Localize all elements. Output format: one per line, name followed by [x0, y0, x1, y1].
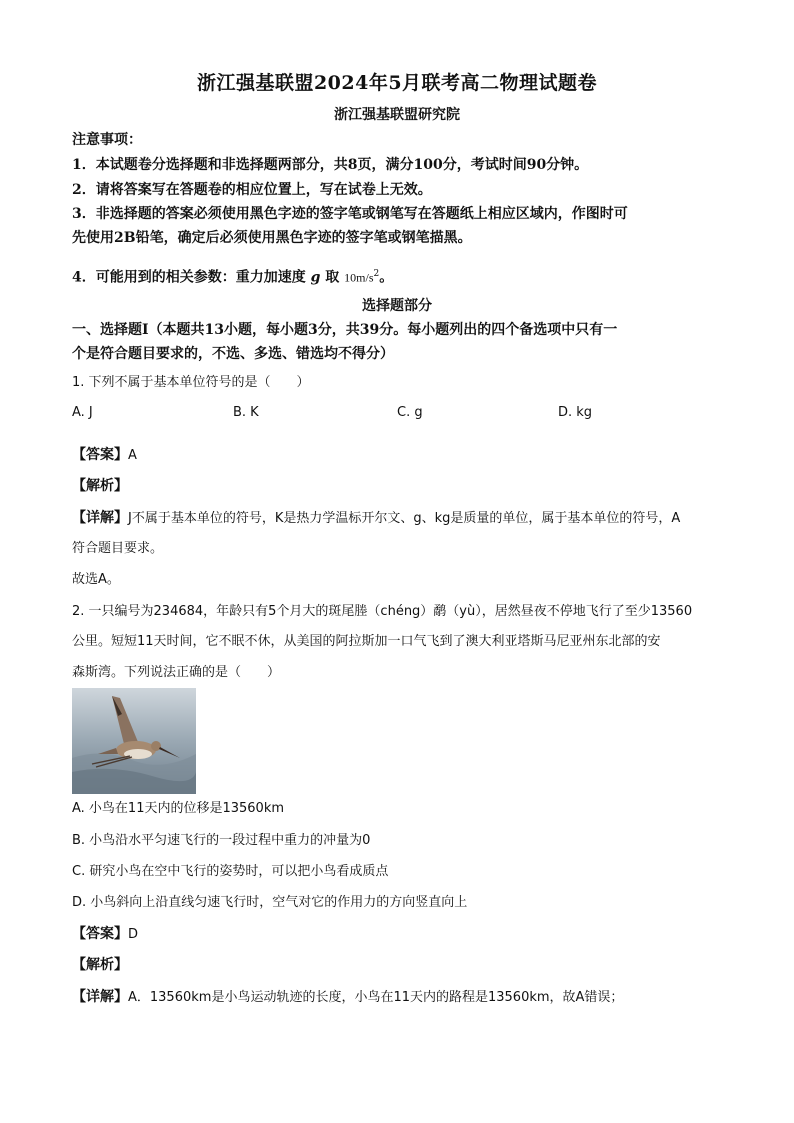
notice-item-3-line1: 3．非选择题的答案必须使用黑色字迹的签字笔或钢笔写在答题纸上相应区域内，作图时可 — [72, 206, 628, 222]
notice-item-4 — [72, 264, 722, 288]
q2-option-c: C. 研究小鸟在空中飞行的姿势时，可以把小鸟看成质点 — [72, 864, 389, 879]
gravity-value: 10m/s — [344, 270, 374, 285]
notice-item-1: 1．本试题卷分选择题和非选择题两部分，共8页，满分100分，考试时间90分钟。 — [72, 157, 589, 173]
q1-detail-text: J不属于基本单位的符号，K是热力学温标开尔文、g、kg是质量的单位，属于基本单位的符号，A — [128, 511, 681, 526]
q2-detail-tag: 【详解】 — [72, 989, 128, 1005]
q1-detail-line1 — [72, 508, 722, 529]
q1-detail-tag: 【详解】 — [72, 510, 128, 526]
q1-option-d: D. kg — [558, 405, 593, 420]
q1-stem: 1. 下列不属于基本单位符号的是（ ） — [72, 375, 310, 390]
notice-item-4-prefix: 4．可能用到的相关参数：重力加速度 — [72, 269, 306, 286]
notice-item-2: 2．请将答案写在答题卷的相应位置上，写在试卷上无效。 — [72, 182, 432, 198]
q1-answer-value: A — [128, 448, 137, 463]
q2-stem-line2: 公里。短短11天时间，它不眠不休，从美国的阿拉斯加一口气飞到了澳大利亚塔斯马尼亚州东北部的安 — [72, 634, 661, 649]
q2-option-d: D. 小鸟斜向上沿直线匀速飞行时，空气对它的作用力的方向竖直向上 — [72, 895, 468, 910]
notice-item-4-mid: 取 — [325, 269, 340, 286]
q1-answer-tag: 【答案】 — [72, 447, 128, 463]
q1-option-a: A. J — [72, 405, 93, 420]
notice-item-3-line2: 先使用2B铅笔，确定后必须使用黑色字迹的签字笔或钢笔描黑。 — [72, 230, 472, 246]
q2-option-b: B. 小鸟沿水平匀速飞行的一段过程中重力的冲量为0 — [72, 833, 371, 848]
q2-stem-line3: 森斯湾。下列说法正确的是（ ） — [72, 665, 281, 680]
q2-answer-tag: 【答案】 — [72, 926, 128, 942]
page-title: 浙江强基联盟2024年5月联考高二物理试题卷 — [196, 72, 598, 94]
q2-detail-line1 — [72, 987, 722, 1008]
notice-heading: 注意事项： — [72, 132, 142, 148]
gravity-exponent: 2 — [373, 269, 380, 279]
gravity-symbol: g — [310, 269, 321, 286]
q2-answer-value: D — [128, 927, 139, 942]
notice-item-4-suffix: 。 — [379, 269, 394, 286]
q2-detail-text: A．13560km是小鸟运动轨迹的长度，小鸟在11天内的路程是13560km，故A错误； — [128, 990, 624, 1005]
q1-option-c: C. g — [397, 405, 423, 420]
q2-analysis-tag: 【解析】 — [72, 957, 128, 973]
section-heading: 选择题部分 — [362, 298, 432, 314]
bird-photo — [72, 688, 196, 794]
q2-option-a: A. 小鸟在11天内的位移是13560km — [72, 801, 285, 816]
part-instruction-line1: 一、选择题Ⅰ（本题共13小题，每小题3分，共39分。每小题列出的四个备选项中只有一 — [72, 322, 618, 338]
q1-option-b: B. K — [233, 405, 259, 420]
q2-stem-line1: 2. 一只编号为234684，年龄只有5个月大的斑尾塍（chéng）鹬（yù），居然昼夜不停地飞行了至少13560 — [72, 604, 693, 619]
q1-analysis-tag: 【解析】 — [72, 478, 128, 494]
q2-answer — [72, 924, 722, 945]
q1-conclusion: 故选A。 — [72, 572, 120, 587]
bar-tailed-godwit-illustration — [72, 688, 196, 794]
q1-detail-line2: 符合题目要求。 — [72, 541, 164, 556]
page-subtitle: 浙江强基联盟研究院 — [334, 107, 460, 123]
part-instruction-line2: 个是符合题目要求的，不选、多选、错选均不得分） — [72, 346, 394, 362]
q1-answer — [72, 445, 722, 466]
